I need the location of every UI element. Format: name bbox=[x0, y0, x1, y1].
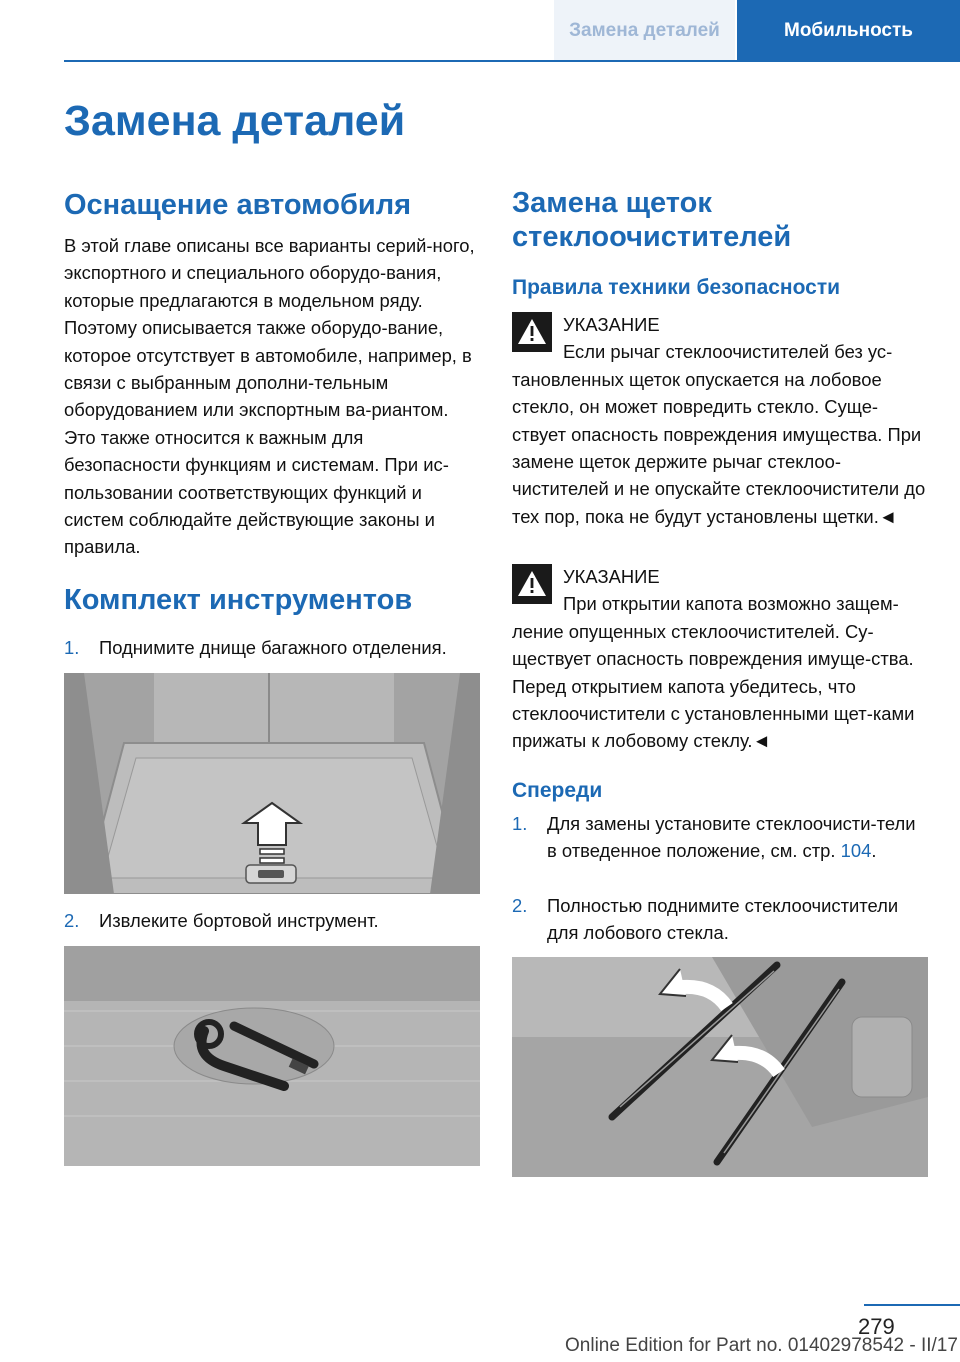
trunk-floor-image bbox=[64, 673, 480, 894]
page-number: 279 bbox=[858, 1314, 895, 1339]
step-number: 1. bbox=[512, 813, 528, 834]
safety-heading: Правила техники безопасности bbox=[512, 276, 841, 299]
footer-rule bbox=[864, 1304, 960, 1306]
toolkit-step-1 bbox=[64, 634, 480, 661]
notice-text: Если рычаг стеклоочистителей без ус-тановленных щеток опускается на лобовое стекло, он может повредить стекло. Суще-ствует опасность повреждения имущества. При замене щеток держите рычаг стеклоо-чистителей и не опускайте стеклоочистители до тех пор, пока не будут установлены щетки.◄ bbox=[512, 341, 926, 527]
page-title: Замена деталей bbox=[64, 97, 406, 145]
front-heading: Спереди bbox=[512, 779, 603, 802]
toolkit-illustration bbox=[64, 946, 480, 1166]
toolkit-image bbox=[64, 946, 480, 1166]
step-number: 1. bbox=[64, 637, 80, 658]
header-rule bbox=[64, 60, 960, 62]
step-text: Извлеките бортовой инструмент. bbox=[99, 910, 379, 931]
step-text bbox=[547, 810, 928, 865]
step-text-before: Для замены установите стеклоочисти-тели в отведенное положение, см. стр. bbox=[547, 813, 916, 862]
notice-text: При открытии капота возможно защем-ление опущенных стеклоочистителей. Су-ществует опасность повреждения имуще-ства. Перед открытием капота убедитесь, что стеклоочистители с установленными щет-ками прижаты к лобовому стеклу.◄ bbox=[512, 593, 915, 752]
toolkit-heading: Комплект инструментов bbox=[64, 584, 413, 616]
wiper-illustration bbox=[512, 957, 928, 1177]
front-step-2 bbox=[512, 892, 928, 947]
toolkit-step-2 bbox=[64, 907, 480, 934]
wipers-heading bbox=[512, 186, 791, 254]
step-text: Поднимите днище багажного отделения. bbox=[99, 637, 447, 658]
notice-1 bbox=[512, 311, 928, 530]
equipment-text: В этой главе описаны все варианты серий-ного, экспортного и специального оборудо-вания, которые предлагаются в модельном ряду. Поэтому описывается также оборудо-вание, которое отсутствует в автомобиле, например, в связи с выбранным дополни-тельным оборудованием или экспортным ва-риантом. Это также относится к важным для безопасности функциям и системам. При ис-пользовании соответствующих функций и систем соблюдайте действующие законы и правила. bbox=[64, 235, 475, 558]
step-number: 2. bbox=[512, 895, 528, 916]
edition-footer: Online Edition for Part no. 01402978542 - II/17 bbox=[565, 1335, 958, 1356]
equipment-heading: Оснащение автомобиля bbox=[64, 189, 412, 221]
trunk-floor-illustration bbox=[64, 673, 480, 894]
step-text-after: . bbox=[871, 840, 877, 862]
step-number: 2. bbox=[64, 910, 80, 931]
step-text: Полностью поднимите стеклоочистители для лобового стекла. bbox=[547, 895, 899, 944]
notice-2 bbox=[512, 563, 928, 755]
notice-label: УКАЗАНИЕ bbox=[563, 314, 660, 335]
page-reference-link[interactable]: 104 bbox=[840, 840, 872, 862]
header-section-title: Замена деталей bbox=[554, 0, 735, 62]
header-chapter-title: Мобильность bbox=[737, 0, 960, 62]
wiper-image bbox=[512, 957, 928, 1177]
notice-label: УКАЗАНИЕ bbox=[563, 566, 660, 587]
front-step-1 bbox=[512, 810, 928, 865]
wipers-heading-line-1: Замена щеток bbox=[512, 187, 712, 219]
wipers-heading-line-2: стеклоочистителей bbox=[512, 221, 792, 254]
